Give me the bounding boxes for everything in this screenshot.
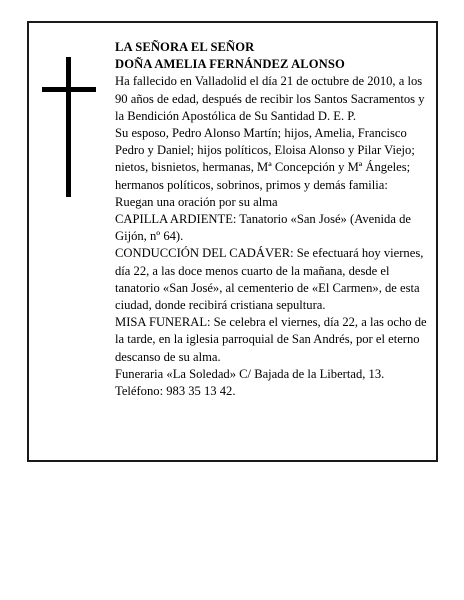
funeraria-contact: Funeraria «La Soledad» C/ Bajada de la Libertad, 13. Teléfono: 983 35 13 42. — [115, 366, 385, 399]
death-announcement: Ha fallecido en Valladolid el día 21 de octubre de 2010, a los 90 años de edad, después de recibir los Santos Sacramentos y la Bendición Apostólica de Su Santidad D. E. P. — [115, 74, 425, 123]
conduccion-cadaver: CONDUCCIÓN DEL CADÁVER: Se efectuará hoy viernes, día 22, a las doce menos cuarto de la mañana, desde el tanatorio «San José», al cementerio de «El Carmen», de esta ciudad, donde recibirá cristiana sepultura. — [115, 246, 424, 313]
misa-funeral: MISA FUNERAL: Se celebra el viernes, día 22, a las ocho de la tarde, en la iglesia parroquial de San Andrés, por el eterno descanso de su alma. — [115, 315, 427, 364]
obituary-notice — [27, 21, 438, 462]
capilla-ardiente: CAPILLA ARDIENTE: Tanatorio «San José» (Avenida de Gijón, nº 64). — [115, 212, 411, 244]
cross-horizontal-bar — [42, 87, 96, 92]
notice-heading-titles: LA SEÑORA EL SEÑOR — [115, 40, 255, 54]
family-list: Su esposo, Pedro Alonso Martín; hijos, Amelia, Francisco Pedro y Daniel; hijos políticos, Eloisa Alonso y Pilar Viejo; nietos, bisnietos, hermanas, Mª Concepción y Mª Ángeles; hermanos políticos, sobrinos, primos y demás familia: — [115, 126, 415, 192]
notice-text — [115, 39, 433, 400]
deceased-name: DOÑA AMELIA FERNÁNDEZ ALONSO — [115, 57, 345, 72]
latin-cross-icon — [29, 23, 109, 223]
prayer-request: Ruegan una oración por su alma — [115, 194, 278, 209]
cross-vertical-bar — [66, 57, 71, 197]
